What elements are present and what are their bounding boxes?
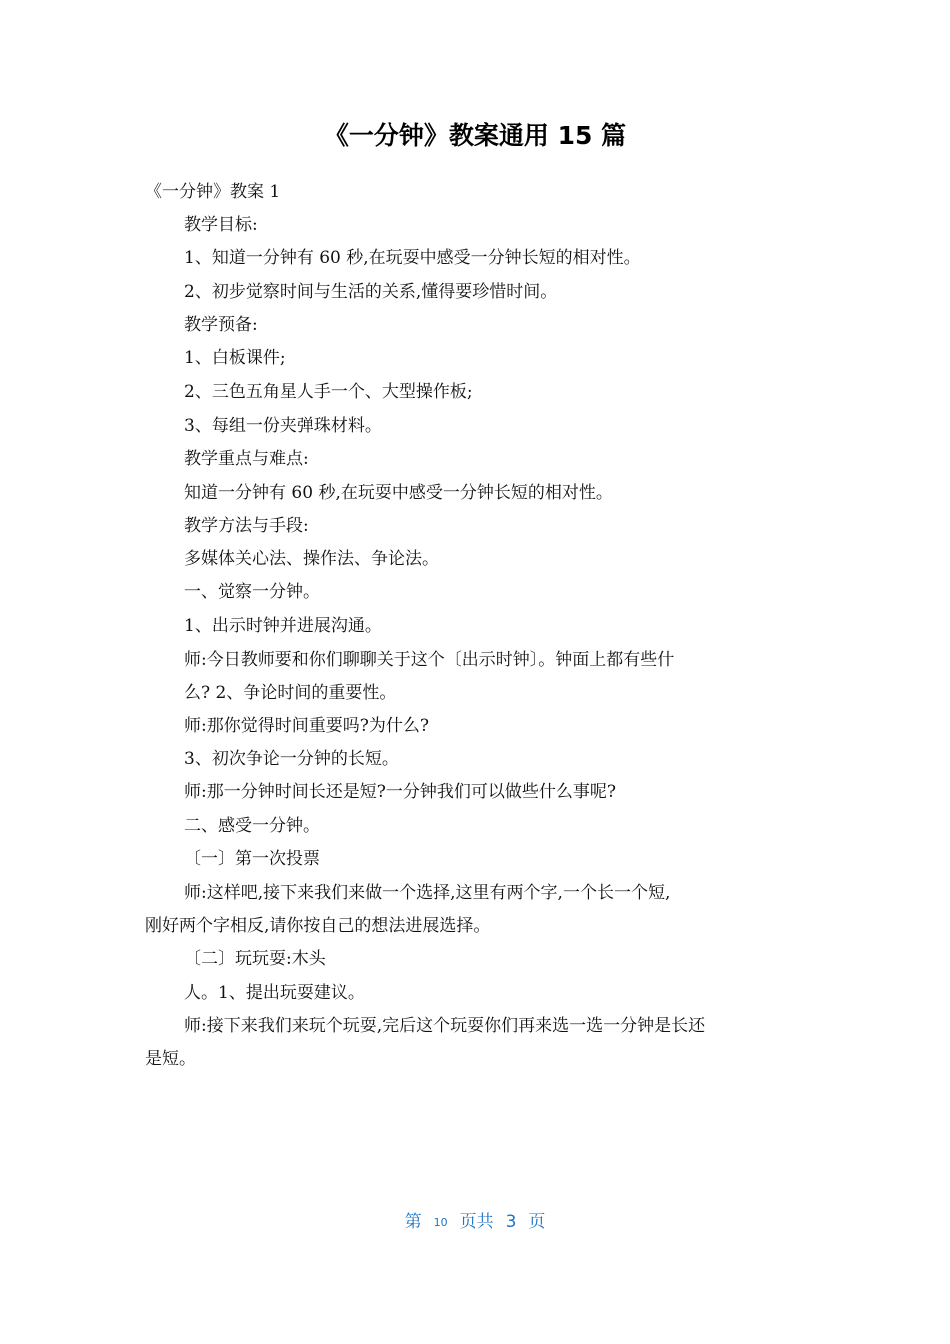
- paragraph-line: 多媒体关心法、操作法、争论法。: [184, 549, 439, 569]
- paragraph-line: 师:今日教师要和你们聊聊关于这个〔出示时钟〕。钟面上都有些什: [184, 650, 675, 670]
- paragraph-line: 师:接下来我们来玩个玩耍,完后这个玩耍你们再来选一选一分钟是长还: [184, 1016, 706, 1036]
- paragraph-line: 么? 2、争论时间的重要性。: [184, 683, 397, 703]
- paragraph-line: 知道一分钟有 60 秒,在玩耍中感受一分钟长短的相对性。: [184, 483, 613, 503]
- paragraph-line: 3、每组一份夹弹珠材料。: [184, 416, 382, 436]
- paragraph-line: 师:那一分钟时间长还是短?一分钟我们可以做些什么事呢?: [184, 782, 616, 802]
- paragraph-line: 〔二〕玩玩耍:木头: [184, 949, 326, 969]
- paragraph-line: 师:这样吧,接下来我们来做一个选择,这里有两个字,一个长一个短,: [184, 883, 671, 903]
- paragraph-line: 2、三色五角星人手一个、大型操作板;: [184, 382, 473, 402]
- section-heading: 《一分钟》教案 1: [145, 182, 281, 202]
- paragraph-line: 是短。: [145, 1049, 196, 1069]
- footer-middle: 页共: [459, 1212, 494, 1232]
- paragraph-line: 教学重点与难点:: [184, 449, 309, 469]
- paragraph-line: 人。1、提出玩耍建议。: [184, 983, 365, 1003]
- paragraph-line: 教学方法与手段:: [184, 516, 309, 536]
- paragraph-line: 刚好两个字相反,请你按自己的想法进展选择。: [145, 916, 491, 936]
- document-title: 《一分钟》教案通用 15 篇: [323, 121, 627, 150]
- paragraph-line: 教学预备:: [184, 315, 258, 335]
- paragraph-line: 师:那你觉得时间重要吗?为什么?: [184, 716, 429, 736]
- paragraph-line: 1、出示时钟并进展沟通。: [184, 616, 382, 636]
- footer-prefix: 第: [404, 1212, 422, 1232]
- footer-total: 3: [505, 1212, 517, 1232]
- paragraph-line: 教学目标:: [184, 215, 258, 235]
- paragraph-line: 一、觉察一分钟。: [184, 582, 320, 602]
- page-footer: [0, 1210, 950, 1235]
- footer-page-number: 10: [433, 1216, 448, 1229]
- paragraph-line: 3、初次争论一分钟的长短。: [184, 749, 399, 769]
- paragraph-line: 1、白板课件;: [184, 348, 286, 368]
- paragraph-line: 二、感受一分钟。: [184, 816, 320, 836]
- footer-suffix: 页: [528, 1212, 546, 1232]
- paragraph-line: 〔一〕第一次投票: [184, 849, 320, 869]
- paragraph-line: 1、知道一分钟有 60 秒,在玩耍中感受一分钟长短的相对性。: [184, 248, 641, 268]
- paragraph-line: 2、初步觉察时间与生活的关系,懂得要珍惜时间。: [184, 282, 558, 302]
